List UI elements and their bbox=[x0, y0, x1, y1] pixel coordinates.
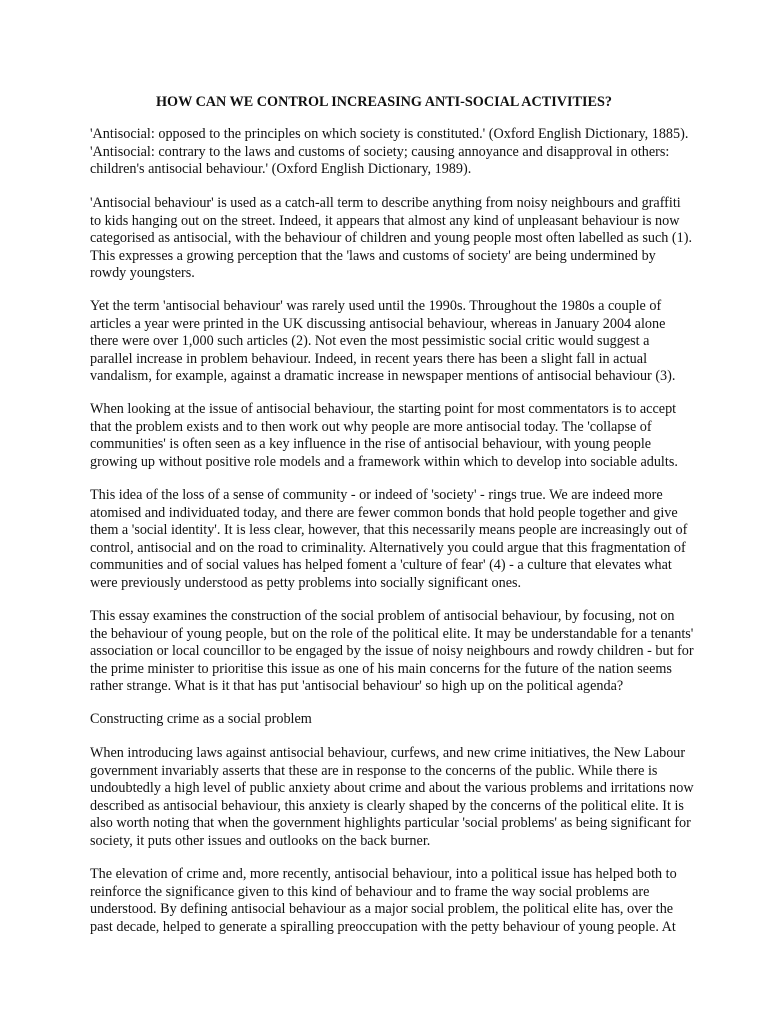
paragraph-line: 'Antisocial behaviour' is used as a catch-all term to describe anything from noisy neighbours and graffiti bbox=[90, 195, 681, 211]
paragraph-line: vandalism, for example, against a dramatic increase in newspaper mentions of antisocial behaviour (3). bbox=[90, 368, 676, 384]
paragraph-line: This essay examines the construction of the social problem of antisocial behaviour, by focusing, not on bbox=[90, 608, 675, 624]
paragraph-line: undoubtedly a high level of public anxiety about crime and about the various problems and irritations now bbox=[90, 780, 694, 796]
paragraph-line: 'Antisocial: opposed to the principles on which society is constituted.' (Oxford English Dictionary, 1885). bbox=[90, 126, 689, 142]
paragraph-line: atomised and individuated today, and there are fewer common bonds that hold people together and give bbox=[90, 504, 678, 521]
paragraph-line: the behaviour of young people, but on the role of the political elite. It may be understandable for a tenants' bbox=[90, 625, 694, 642]
paragraph-line: children's antisocial behaviour.' (Oxford English Dictionary, 1989). bbox=[90, 161, 472, 177]
document-title: HOW CAN WE CONTROL INCREASING ANTI-SOCIAL ACTIVITIES? bbox=[156, 94, 612, 110]
section-heading-text: Constructing crime as a social problem bbox=[90, 711, 312, 727]
paragraph-line: government invariably asserts that these are in response to the concerns of the public. While there is bbox=[90, 762, 658, 779]
paragraph-line: were previously understood as petty problems into socially significant ones. bbox=[90, 574, 522, 591]
paragraph-line: the prime minister to prioritise this issue as one of his main concerns for the future of the nation seems bbox=[90, 660, 672, 677]
paragraph-line: 'Antisocial: contrary to the laws and customs of society; causing annoyance and disapproval in others: bbox=[90, 143, 670, 160]
paragraph-line: articles a year were printed in the UK discussing antisocial behaviour, whereas in January 2004 alone bbox=[90, 315, 666, 332]
paragraph-line: rowdy youngsters. bbox=[90, 265, 195, 281]
paragraph-line: past decade, helped to generate a spiralling preoccupation with the petty behaviour of young people. At bbox=[90, 918, 676, 935]
paragraph-line: When introducing laws against antisocial behaviour, curfews, and new crime initiatives, the New Labour bbox=[90, 745, 686, 761]
paragraph-line: to kids hanging out on the street. Indeed, it appears that almost any kind of unpleasant behaviour is now bbox=[90, 212, 680, 229]
paragraph-line: also worth noting that when the government highlights particular 'social problems' as being significant for bbox=[90, 815, 691, 831]
paragraph-line: described as antisocial behaviour, this anxiety is clearly shaped by the concerns of the political elite. It is bbox=[90, 797, 684, 814]
paragraph-line: that the problem exists and to then work out why people are more antisocial today. The 'collapse of bbox=[90, 418, 652, 435]
paragraph-line: parallel increase in problem behaviour. Indeed, in recent years there has been a slight fall in actual bbox=[90, 350, 648, 367]
paragraph-line: communities' is often seen as a key influence in the rise of antisocial behaviour, with young people bbox=[90, 436, 652, 452]
paragraph-line: This idea of the loss of a sense of community - or indeed of 'society' - rings true. We are indeed more bbox=[90, 487, 663, 503]
paragraph-line: categorised as antisocial, with the behaviour of children and young people most often labelled as such (1). bbox=[90, 230, 692, 246]
paragraph-line: The elevation of crime and, more recently, antisocial behaviour, into a political issue has helped both to bbox=[90, 866, 677, 882]
paragraph-line: rather strange. What is it that has put 'antisocial behaviour' so high up on the political agenda? bbox=[90, 678, 624, 694]
paragraph-line: control, antisocial and on the road to criminality. Alternatively you could argue that this fragmentation of bbox=[90, 539, 686, 556]
paragraph-line: there were over 1,000 such articles (2). Not even the most pessimistic social critic would suggest a bbox=[90, 333, 650, 349]
paragraph-line: society, it puts other issues and outlooks on the back burner. bbox=[90, 832, 431, 849]
paragraph-line: growing up without positive role models and a framework within which to develop into sociable adults. bbox=[90, 453, 678, 470]
paragraph-line: them a 'social identity'. It is less clear, however, that this necessarily means people are increasingly out of bbox=[90, 522, 688, 538]
paragraph-line: reinforce the significance given to this kind of behaviour and to frame the way social problems are bbox=[90, 883, 650, 900]
paragraph-line: understood. By defining antisocial behaviour as a major social problem, the political elite has, over the bbox=[90, 901, 674, 917]
paragraph-line: When looking at the issue of antisocial behaviour, the starting point for most commentators is to accept bbox=[90, 401, 677, 417]
paragraph-line: association or local councillor to be engaged by the issue of noisy neighbours and rowdy children - but for bbox=[90, 643, 694, 659]
paragraph-line: This expresses a growing perception that the 'laws and customs of society' are being undermined by bbox=[90, 247, 656, 264]
paragraph-line: communities and of social values has helped foment a 'culture of fear' (4) - a culture that elevates what bbox=[90, 557, 672, 573]
paragraph-line: Yet the term 'antisocial behaviour' was rarely used until the 1990s. Throughout the 1980s a couple of bbox=[90, 298, 662, 314]
